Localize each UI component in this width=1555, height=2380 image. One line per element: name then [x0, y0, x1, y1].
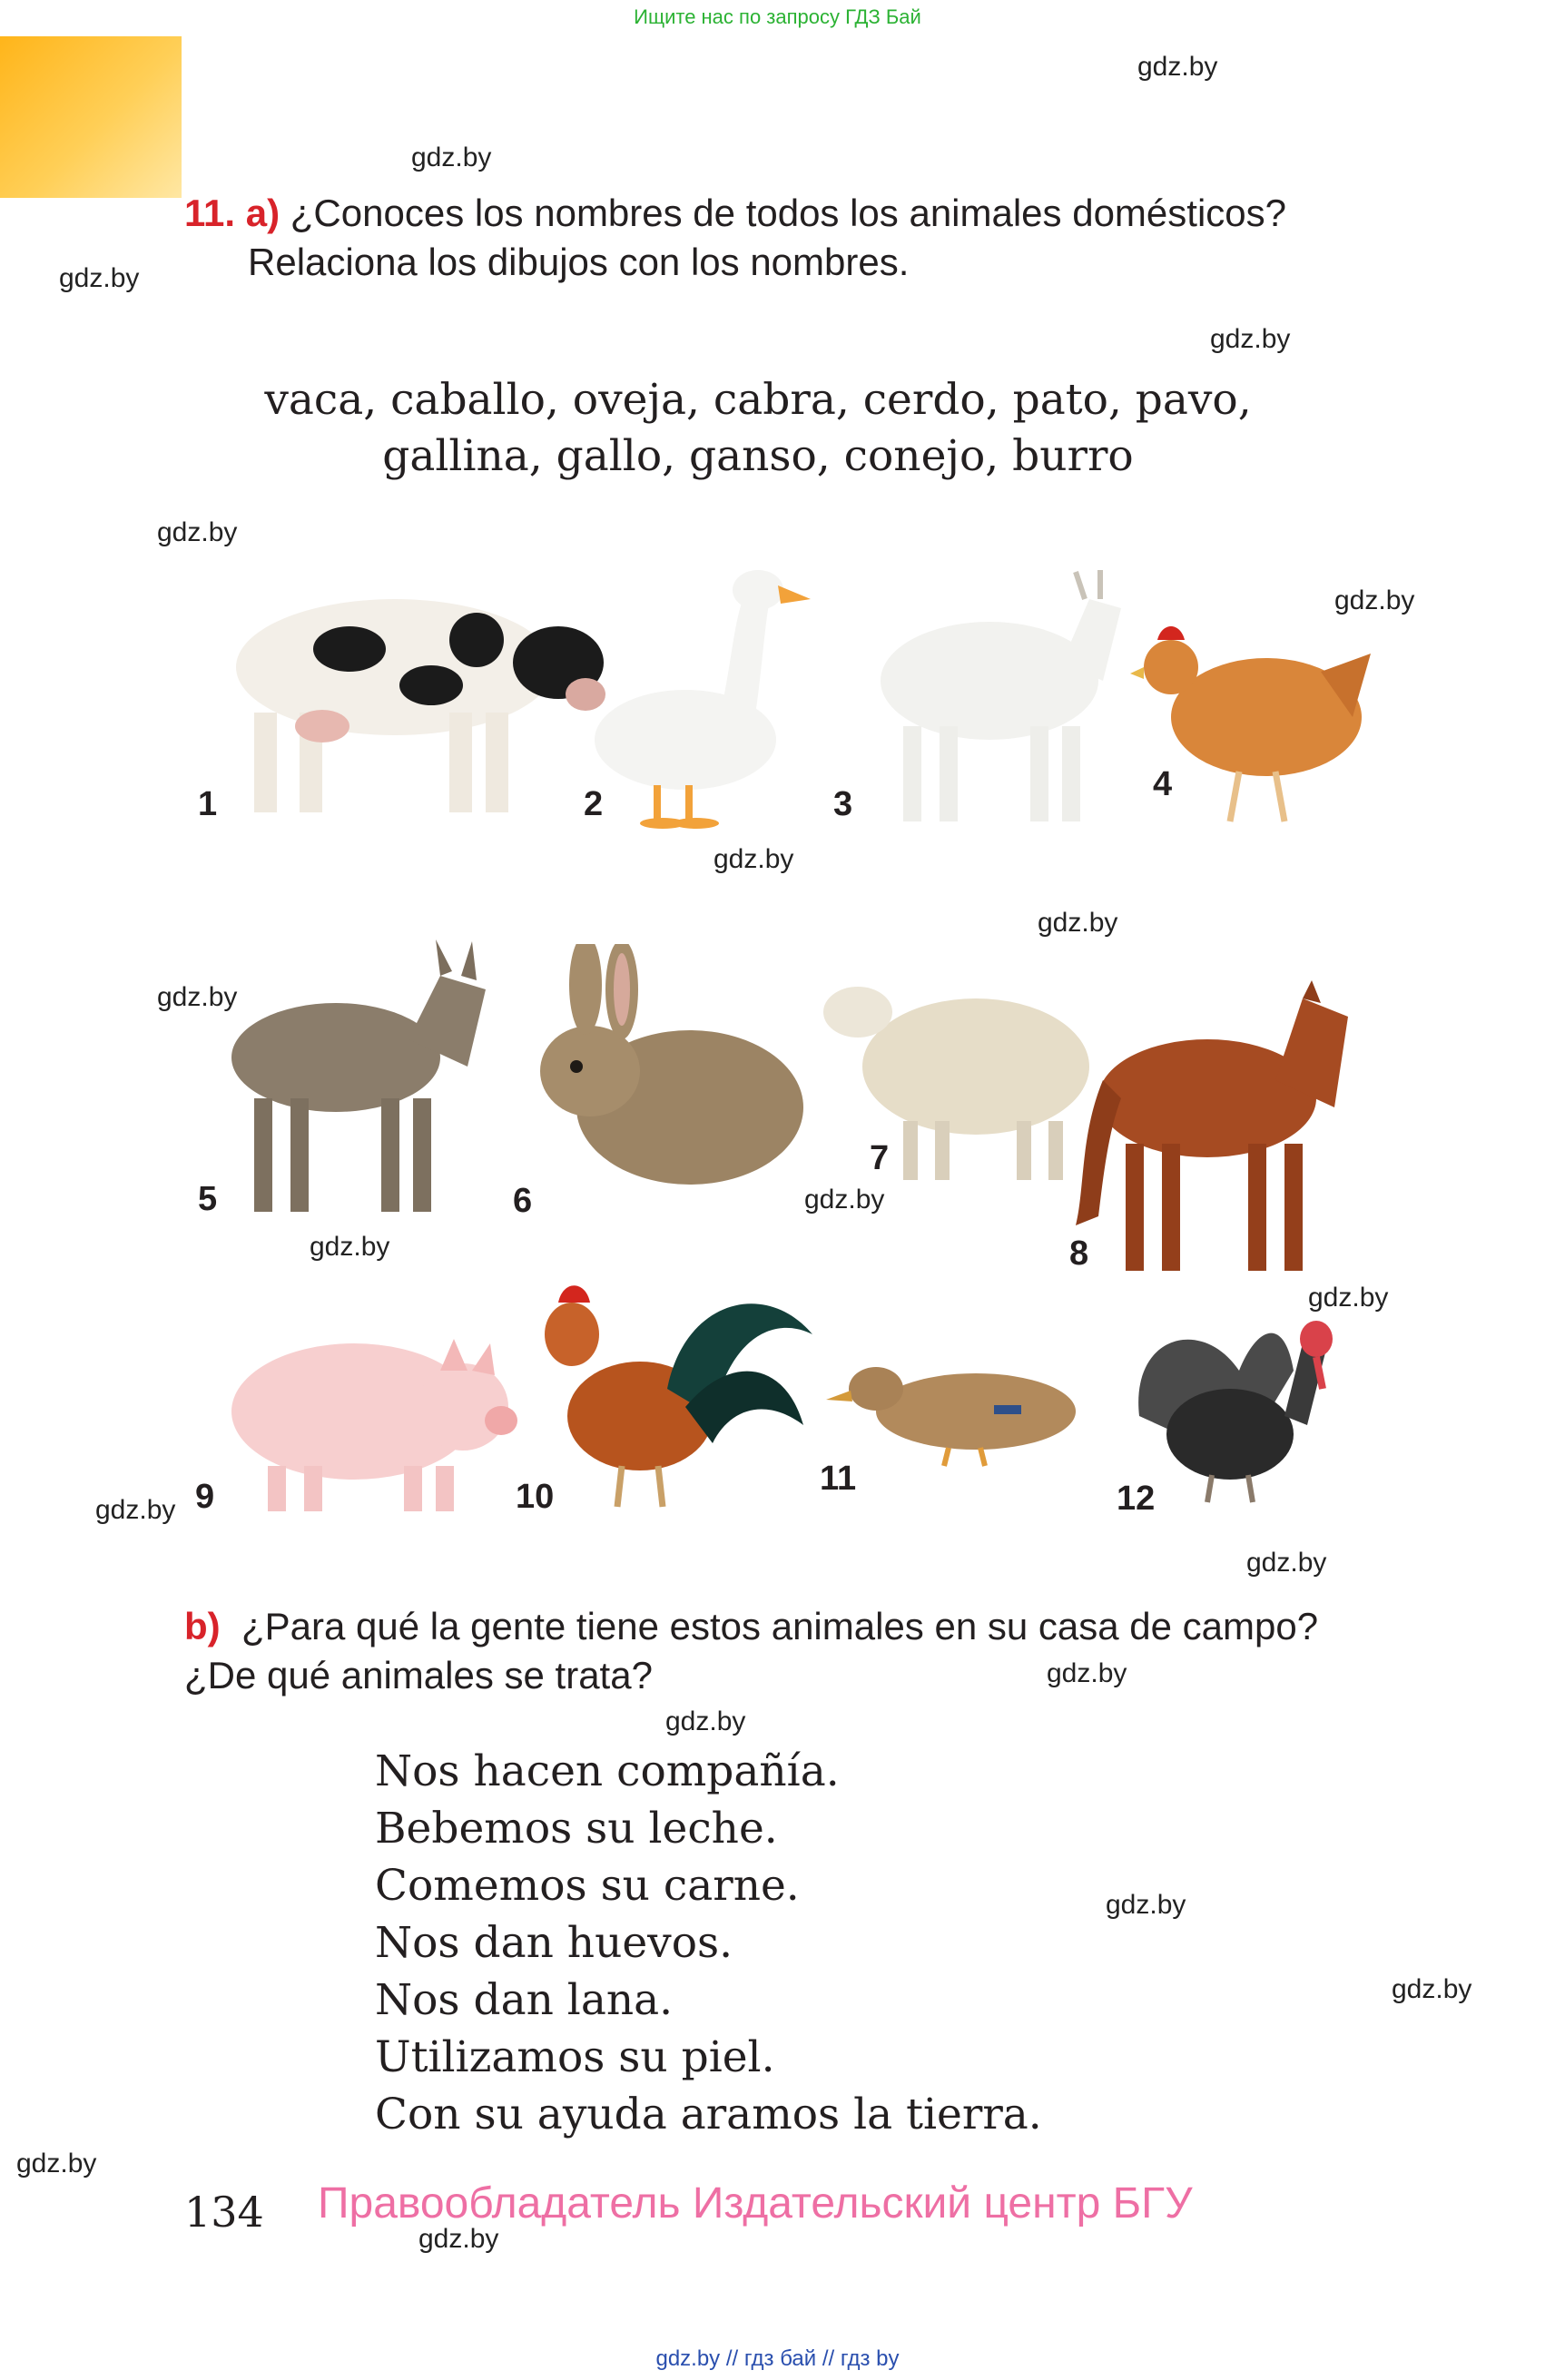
turkey-icon	[1130, 1316, 1348, 1507]
task-letter-b: b)	[184, 1605, 221, 1647]
word-list-line2: gallina, gallo, ganso, conejo, burro	[382, 431, 1134, 481]
task-a-line2: Relaciona los dibujos con los nombres.	[248, 241, 910, 283]
top-note: Ищите нас по запросу ГДЗ Бай	[634, 5, 921, 28]
watermark: gdz.by	[1392, 1974, 1472, 2004]
watermark: gdz.by	[714, 844, 794, 874]
pig-icon	[227, 1321, 517, 1516]
watermark: gdz.by	[1308, 1283, 1389, 1313]
goat-icon	[862, 563, 1135, 831]
word-list	[182, 372, 1334, 485]
task-b-question	[184, 1602, 1401, 1700]
picture-label: 7	[870, 1139, 890, 1177]
picture-label: 11	[820, 1460, 857, 1498]
picture-label: 5	[198, 1180, 218, 1218]
answer-item: Nos hacen compañía.	[375, 1746, 840, 1796]
watermark: gdz.by	[1137, 52, 1218, 82]
watermark: gdz.by	[1038, 908, 1118, 938]
watermark: gdz.by	[16, 2149, 97, 2178]
page-number: 134	[184, 2188, 264, 2237]
task-letter-a: a)	[245, 192, 280, 234]
task-b-line2: ¿De qué animales se trata?	[184, 1654, 653, 1696]
task-a-question	[184, 189, 1401, 287]
watermark: gdz.by	[1334, 585, 1415, 615]
picture-label: 10	[516, 1478, 555, 1516]
watermark: gdz.by	[1210, 324, 1291, 354]
picture-label: 4	[1153, 765, 1173, 803]
watermark: gdz.by	[157, 982, 238, 1012]
watermark: gdz.by	[1246, 1548, 1327, 1578]
watermark: gdz.by	[310, 1232, 390, 1262]
sheep-icon	[822, 976, 1094, 1185]
task-a-line1: ¿Conoces los nombres de todos los animales domésticos?	[290, 192, 1286, 234]
footer-links: gdz.by // гдз бай // гдз by	[655, 2346, 900, 2371]
answer-item: Comemos su carne.	[375, 1861, 800, 1911]
picture-label: 9	[195, 1478, 215, 1516]
watermark: gdz.by	[1106, 1890, 1186, 1920]
picture-label: 8	[1069, 1234, 1089, 1273]
word-list-line1: vaca, caballo, oveja, cabra, cerdo, pato, pavo,	[264, 375, 1252, 425]
rabbit-icon	[527, 944, 808, 1194]
picture-label: 1	[198, 785, 218, 823]
watermark: gdz.by	[59, 263, 140, 293]
watermark: gdz.by	[1047, 1658, 1127, 1688]
watermark: gdz.by	[95, 1495, 176, 1525]
picture-label: 3	[833, 785, 853, 823]
watermark: gdz.by	[665, 1706, 746, 1736]
goose-icon	[576, 558, 817, 831]
picture-label: 2	[584, 785, 604, 823]
rights-holder: Правообладатель Издательский центр БГУ	[318, 2179, 1193, 2228]
donkey-icon	[218, 939, 499, 1221]
picture-label: 12	[1117, 1480, 1156, 1518]
watermark: gdz.by	[418, 2224, 499, 2254]
corner-decoration	[0, 36, 182, 198]
horse-icon	[1071, 980, 1362, 1280]
picture-label: 6	[513, 1182, 533, 1220]
task-number: 11.	[184, 192, 236, 234]
watermark: gdz.by	[157, 517, 238, 547]
answer-item: Con su ayuda aramos la tierra.	[375, 2090, 1042, 2139]
answer-item: Bebemos su leche.	[375, 1804, 778, 1854]
watermark: gdz.by	[804, 1185, 885, 1215]
answer-item: Utilizamos su piel.	[375, 2032, 775, 2082]
cow-icon	[213, 558, 631, 831]
answer-item: Nos dan lana.	[375, 1975, 674, 2025]
watermark: gdz.by	[411, 143, 492, 172]
rooster-icon	[531, 1280, 817, 1511]
answer-list	[375, 1743, 1042, 2143]
task-b-line1: ¿Para qué la gente tiene estos animales en su casa de campo?	[241, 1605, 1319, 1647]
answer-item: Nos dan huevos.	[375, 1918, 733, 1968]
duck-icon	[822, 1352, 1080, 1470]
